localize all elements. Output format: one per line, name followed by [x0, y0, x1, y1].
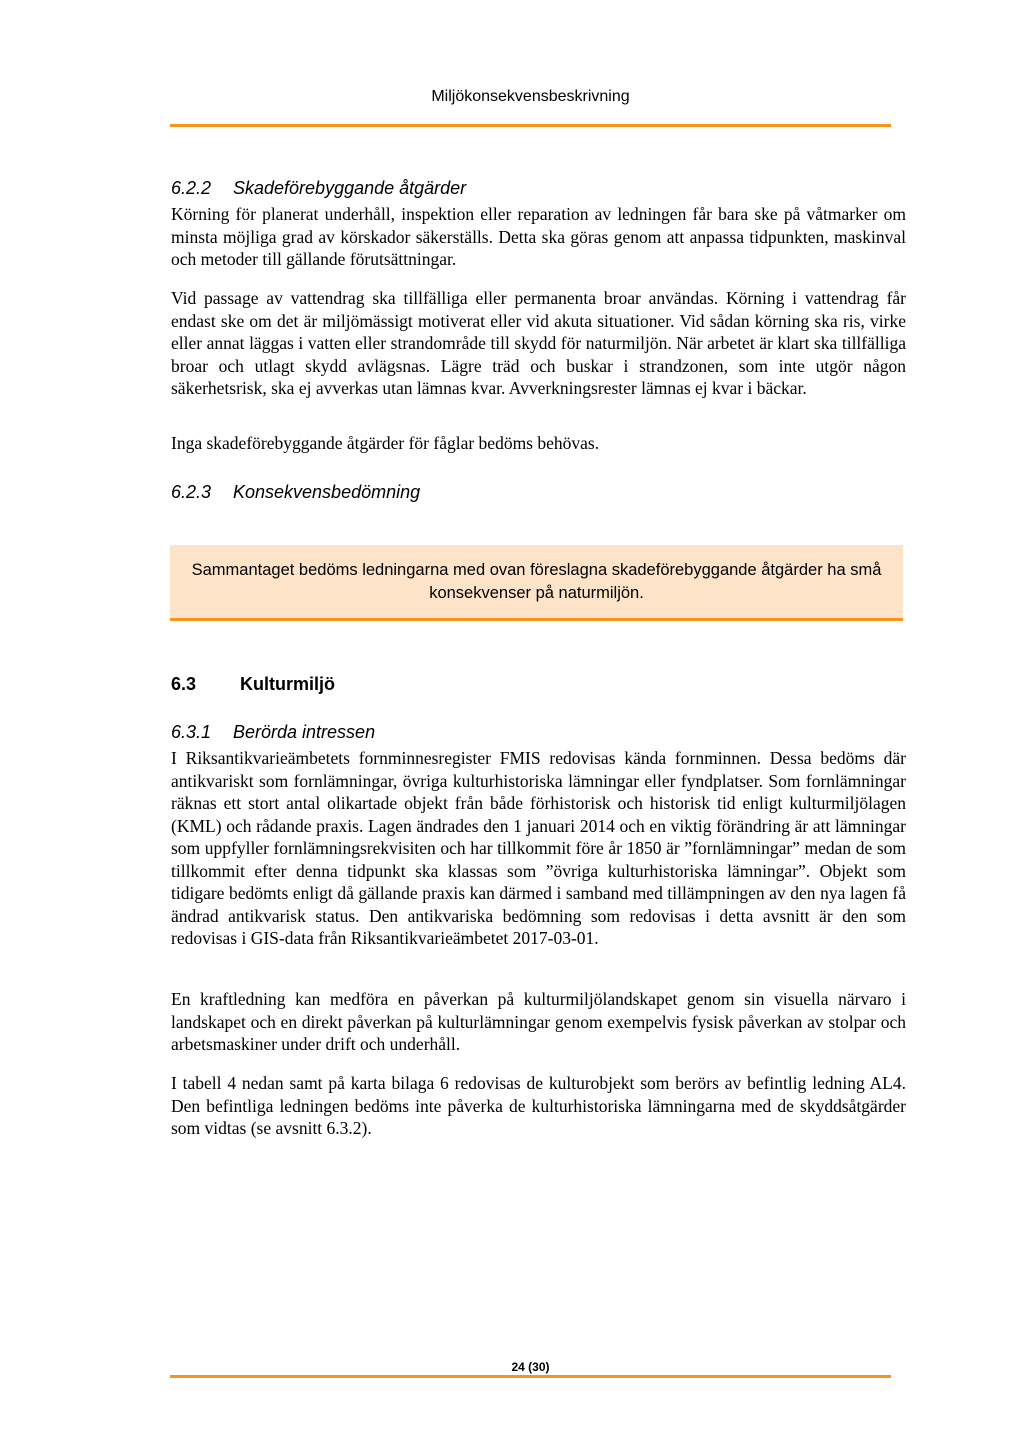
footer-rule: [170, 1375, 891, 1378]
paragraph: I Riksantikvarieämbetets fornminnesregister FMIS redovisas kända fornminnen. Dessa bedöms där antikvariskt som fornlämningar, övriga kulturhistoriska lämningar eller fyndplatser. Som fornlämningar räknas ett stort antal olikartade objekt från både förhistorisk och historisk tid enligt kulturmiljölagen (KML) och rådande praxis. Lagen ändrades den 1 januari 2014 och en viktig förändring är att lämningar som uppfyller fornlämningsrekvisiten och har tillkommit före år 1850 är ”fornlämningar” medan de som tillkommit efter denna tidpunkt ska klassas som ”övriga kulturhistoriska lämningar”. Objekt som tidigare bedömts enligt då gällande praxis kan därmed i samband med tillämpningen av den nya lagen få ändrad antikvarisk status. Den antikvariska bedömning som redovisas i detta avsnitt är den som redovisas i GIS-data från Riksantikvarieämbetet 2017-03-01.: [171, 748, 906, 948]
heading-title: Konsekvensbedömning: [233, 482, 421, 502]
heading-title: Kulturmiljö: [240, 674, 335, 694]
paragraph: En kraftledning kan medföra en påverkan på kulturmiljölandskapet genom sin visuella närvaro i landskapet och en direkt påverkan på kulturlämningar genom exempelvis fysisk påverkan av stolpar och arbetsmaskiner under drift och underhåll.: [171, 989, 906, 1054]
paragraph: Körning för planerat underhåll, inspektion eller reparation av ledningen får bara ske på våtmarker om minsta möjliga grad av körskador säkerställs. Detta ska göras genom att anpassa tidpunkten, maskinval och metoder till gällande förutsättningar.: [171, 204, 906, 269]
paragraph: I tabell 4 nedan samt på karta bilaga 6 redovisas de kulturobjekt som berörs av befintlig ledning AL4. Den befintliga ledningen bedöms inte påverka de kulturhistoriska lämningarna med de skyddsåtgärder som vidtas (se avsnitt 6.3.2).: [171, 1073, 906, 1138]
heading-title: Berörda intressen: [233, 722, 376, 742]
heading-number: 6.3: [171, 674, 197, 694]
heading-6-3: [171, 674, 335, 695]
heading-6-2-3: [171, 482, 420, 503]
heading-number: 6.2.3: [171, 482, 212, 502]
conclusion-text: Sammantaget bedöms ledningarna med ovan föreslagna skadeförebyggande åtgärder ha små konsekvenser på naturmiljön.: [191, 560, 882, 602]
heading-title: Skadeförebyggande åtgärder: [233, 178, 467, 198]
heading-number: 6.2.2: [171, 178, 212, 198]
heading-6-2-2: [171, 178, 466, 199]
heading-number: 6.3.1: [171, 722, 212, 742]
paragraph: Vid passage av vattendrag ska tillfälliga eller permanenta broar användas. Körning i vattendrag får endast ske om det är miljömässigt motiverat eller vid akuta situationer. Vid sådan körning ska ris, virke eller annat läggas i vatten eller strandområde till skydd för naturmiljön. När arbetet är klart ska tillfälliga broar och utlagt skydd avlägsnas. Lägre träd och buskar i strandzonen, som inte utgör någon säkerhetsrisk, ska ej avverkas utan lämnas kvar. Avverkningsrester lämnas ej kvar i bäckar.: [171, 288, 906, 398]
heading-6-3-1: [171, 722, 375, 743]
paragraph: Inga skadeförebyggande åtgärder för fåglar bedöms behövas.: [171, 433, 600, 453]
running-header: Miljökonsekvensbeskrivning: [431, 88, 630, 105]
page-number: 24 (30): [511, 1360, 550, 1374]
header-rule: [170, 124, 891, 127]
conclusion-box: [170, 545, 903, 621]
